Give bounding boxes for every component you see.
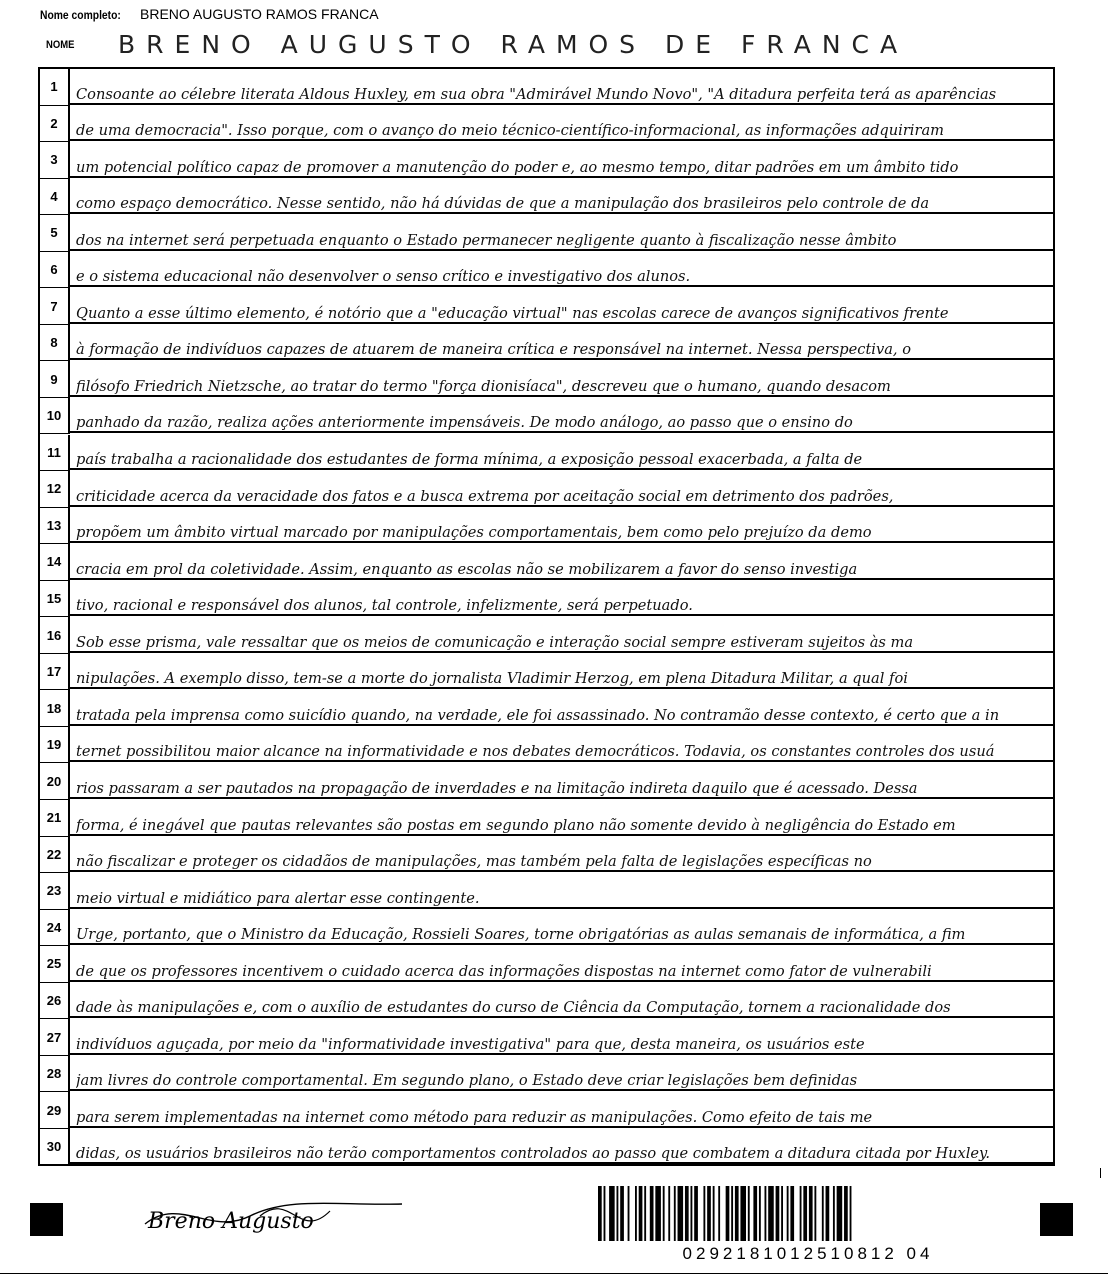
line-text: dade às manipulações e, com o auxílio de estudantes do curso de Ciência da Computação, tornem a racionalidade dos [76,999,951,1017]
line-number: 5 [40,215,70,252]
ruled-line [70,395,1053,397]
essay-line [40,435,1053,472]
signature [140,1186,410,1246]
essay-line [40,1056,1053,1093]
ruled-line [70,468,1053,470]
essay-line [40,837,1053,874]
ruled-line [70,1162,1053,1164]
line-text: de uma democracia". Isso porque, com o avanço do meio técnico-científico-informacional, as informações adquiriram [76,122,944,140]
line-number: 17 [40,654,70,691]
line-number: 21 [40,800,70,837]
essay-line [40,252,1053,289]
ruled-line [70,614,1053,616]
line-text: de que os professores incentivem o cuidado acerca das informações dispostas na internet como fator de vulnerabili [76,962,932,980]
line-text: um potencial político capaz de promover a manutenção do poder e, ao mesmo tempo, ditar padrões em um âmbito tido [76,158,959,176]
ruled-line [70,907,1053,909]
line-text: cracia em prol da coletividade. Assim, enquanto as escolas não se mobilizarem a favor do senso investiga [76,560,858,578]
line-number: 16 [40,617,70,654]
line-text: didas, os usuários brasileiros não terão comportamentos controlados ao passo que combatem a ditadura citada por Huxley. [76,1145,990,1163]
essay-line [40,617,1053,654]
line-number: 9 [40,361,70,398]
barcode-number: 0292181012510812 04 [682,1244,934,1263]
line-number: 30 [40,1129,70,1166]
essay-line [40,581,1053,618]
essay-line [40,179,1053,216]
line-number: 15 [40,581,70,618]
line-text: país trabalha a racionalidade dos estudantes de forma mínima, a exposição pessoal exacerbada, a falta de [76,451,863,469]
essay-line [40,471,1053,508]
full-name-value: BRENO AUGUSTO RAMOS FRANCA [140,6,379,22]
line-text: Quanto a esse último elemento, é notório que a "educação virtual" nas escolas carece de avanços significativos frente [76,304,949,322]
line-number: 4 [40,179,70,216]
ruled-line [70,724,1053,726]
line-number: 13 [40,508,70,545]
essay-line [40,69,1053,106]
ruled-line [70,578,1053,580]
line-text: tivo, racional e responsável dos alunos, tal controle, infelizmente, será perpetuado. [76,597,693,615]
ruled-line [70,687,1053,689]
ruled-line [70,322,1053,324]
essay-line [40,1092,1053,1129]
ruled-line [70,505,1053,507]
line-number: 7 [40,288,70,325]
ruled-line [70,176,1053,178]
bottom-border [0,1273,1108,1274]
essay-line [40,983,1053,1020]
line-text: não fiscalizar e proteger os cidadãos de manipulações, mas também pela falta de legislações específicas no [76,853,872,871]
ruled-line [70,980,1053,982]
essay-line [40,142,1053,179]
essay-line [40,398,1053,435]
full-name-label: Nome completo: [40,8,121,22]
ruled-line [70,1053,1053,1055]
line-text: Urge, portanto, que o Ministro da Educação, Rossieli Soares, torne obrigatórias as aulas semanais de informática, a fim [76,926,966,944]
line-text: e o sistema educacional não desenvolver o senso crítico e investigativo dos alunos. [76,268,691,286]
line-number: 18 [40,690,70,727]
line-number: 6 [40,252,70,289]
line-text: tratada pela imprensa como suicídio quando, na verdade, ele foi assassinado. No contramão desse contexto, é certo que a in [76,706,1000,724]
line-number: 28 [40,1056,70,1093]
essay-line [40,361,1053,398]
line-text: Sob esse prisma, vale ressaltar que os meios de comunicação e interação social sempre estiveram sujeitos às ma [76,633,914,651]
essay-line [40,1129,1053,1166]
handwritten-name-value: BRENO AUGUSTO RAMOS DE FRANCA [118,30,909,59]
essay-line [40,215,1053,252]
line-text: para serem implementadas na internet como método para reduzir as manipulações. Como efeito de tais me [76,1108,873,1126]
line-text: forma, é inegável que pautas relevantes são postas em segundo plano não somente devido à negligência do Estado em [76,816,956,834]
line-number: 3 [40,142,70,179]
ruled-line [70,834,1053,836]
line-number: 23 [40,873,70,910]
line-number: 24 [40,910,70,947]
registration-mark-right [1040,1203,1073,1236]
line-number: 12 [40,471,70,508]
essay-sheet [38,67,1055,1166]
line-number: 25 [40,946,70,983]
line-number: 1 [40,69,70,106]
line-text: jam livres do controle comportamental. Em segundo plano, o Estado deve criar legislações bem definidas [76,1072,858,1090]
ruled-line [70,760,1053,762]
essay-line [40,800,1053,837]
ruled-line [70,103,1053,105]
essay-line [40,508,1053,545]
essay-line [40,910,1053,947]
essay-line [40,1019,1053,1056]
ruled-line [70,212,1053,214]
line-number: 29 [40,1092,70,1129]
line-text: panhado da razão, realiza ações anteriormente impensáveis. De modo análogo, ao passo que o ensino do [76,414,853,432]
full-name-row [40,6,379,22]
line-number: 20 [40,763,70,800]
line-text: dos na internet será perpetuada enquanto o Estado permanecer negligente quanto à fiscalização nesse âmbito [76,231,897,249]
line-number: 8 [40,325,70,362]
registration-mark-left [30,1203,63,1236]
handwritten-name-label: NOME [46,38,75,51]
essay-line [40,288,1053,325]
line-number: 11 [40,435,70,472]
ruled-line [70,1126,1053,1128]
line-text: indivíduos aguçada, por meio da "informatividade investigativa" para que, desta maneira, os usuários este [76,1035,865,1053]
ruled-line [70,249,1053,251]
line-text: rios passaram a ser pautados na propagação de inverdades e na limitação indireta daquilo que é acessado. Dessa [76,779,918,797]
line-number: 26 [40,983,70,1020]
ruled-line [70,541,1053,543]
line-number: 19 [40,727,70,764]
essay-line [40,690,1053,727]
line-text: propõem um âmbito virtual marcado por manipulações comportamentais, bem como pelo prejuízo da demo [76,524,872,542]
ruled-line [70,139,1053,141]
essay-line [40,946,1053,983]
essay-line [40,654,1053,691]
ruled-line [70,651,1053,653]
line-text: filósofo Friedrich Nietzsche, ao tratar do termo "força dionisíaca", descreveu que o humano, quando desacom [76,377,891,395]
line-number: 14 [40,544,70,581]
essay-line [40,873,1053,910]
ruled-line [70,870,1053,872]
barcode [598,1186,1018,1241]
line-number: 2 [40,106,70,143]
line-text: Consoante ao célebre literata Aldous Huxley, em sua obra "Admirável Mundo Novo", "A ditadura perfeita terá as aparências [76,85,997,103]
ruled-line [70,358,1053,360]
ruled-line [70,1016,1053,1018]
essay-line [40,763,1053,800]
line-number: 10 [40,398,70,435]
line-number: 27 [40,1019,70,1056]
line-text: como espaço democrático. Nesse sentido, não há dúvidas de que a manipulação dos brasileiros pelo controle de da [76,195,930,213]
ruled-line [70,797,1053,799]
ruled-line [70,1089,1053,1091]
line-text: à formação de indivíduos capazes de atuarem de maneira crítica e responsável na internet. Nessa perspectiva, o [76,341,911,359]
handwritten-name-row [46,30,908,59]
ruled-line [70,431,1053,433]
line-text: meio virtual e midiático para alertar esse contingente. [76,889,480,907]
line-text: criticidade acerca da veracidade dos fatos e a busca extrema por aceitação social em detrimento dos padrões, [76,487,894,505]
essay-line [40,325,1053,362]
line-text: nipulações. A exemplo disso, tem-se a morte do jornalista Vladimir Herzog, em plena Ditadura Militar, a qual foi [76,670,908,688]
essay-line [40,727,1053,764]
ruled-line [70,285,1053,287]
margin-tick [1100,1168,1101,1178]
line-number: 22 [40,837,70,874]
essay-line [40,106,1053,143]
essay-line [40,544,1053,581]
line-text: ternet possibilitou maior alcance na informatividade e nos debates democráticos. Todavia, os constantes controles dos usuá [76,743,995,761]
signature-text: Breno Augusto [148,1209,314,1234]
ruled-line [70,943,1053,945]
